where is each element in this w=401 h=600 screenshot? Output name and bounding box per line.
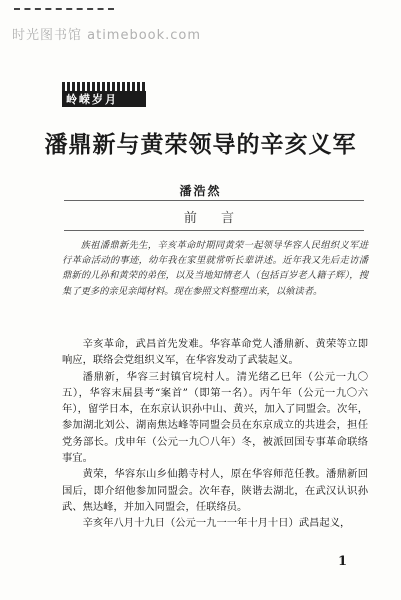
section-heading: 前 言 xyxy=(183,211,245,226)
body-paragraph: 黄荣，华容东山乡仙鹅寺村人，原在华容师范任教。潘鼎新回国后，即介绍他参加同盟会。次年春，陕谐去湖北，在武汉认识孙武、焦达峰，并加入同盟会，任联络员。 xyxy=(62,468,368,513)
body-paragraph: 潘鼎新，华容三封镇官垸村人。清光绪乙巳年（公元一九〇五），华容末届县考“案首”（即第一名）。丙午年（公元一九〇六年），留学日本，在东京认识孙中山、黄兴，加入了同盟会。次年，参加湖北刘公、湖南焦达峰等同盟会员在东京成立的共进会，担任党务部长。戊申年（公元一九〇八年）冬，被派回国专事革命联络事宜。 xyxy=(62,370,368,465)
section-header xyxy=(64,200,364,231)
preface-paragraph: 族祖潘鼎新先生，辛亥革命时期同黄荣一起领导华容人民组织义军进行革命活动的事迹，幼年我在家里就常听长辈讲述。近年我又先后走访潘鼎新的儿孙和黄荣的弟侄，以及当地知情老人（包括百岁老人籍子辉），搜集了更多的亲见亲闻材料。现在参照文料整理出来，以飨读者。 xyxy=(62,240,368,297)
page-number: 1 xyxy=(338,554,348,569)
article-body xyxy=(62,336,368,532)
body-paragraph: 辛亥年八月十九日（公元一九一一年十月十日）武昌起义， xyxy=(82,517,351,530)
author-name: 潘浩然 xyxy=(179,184,222,198)
article-title: 潘鼎新与黄荣领导的辛亥义军 xyxy=(44,132,357,158)
header-rule xyxy=(14,8,114,12)
preface-block xyxy=(62,238,368,299)
divider xyxy=(64,230,364,231)
watermark: 时光图书馆 atimebook.com xyxy=(12,28,202,43)
column-banner: 岭嵘岁月 xyxy=(62,91,146,107)
body-paragraph: 辛亥革命，武昌首先发难。华容革命党人潘鼎新、黄荣等立即响应，联络会党组织义军，在华容发动了武装起义。 xyxy=(62,338,368,367)
